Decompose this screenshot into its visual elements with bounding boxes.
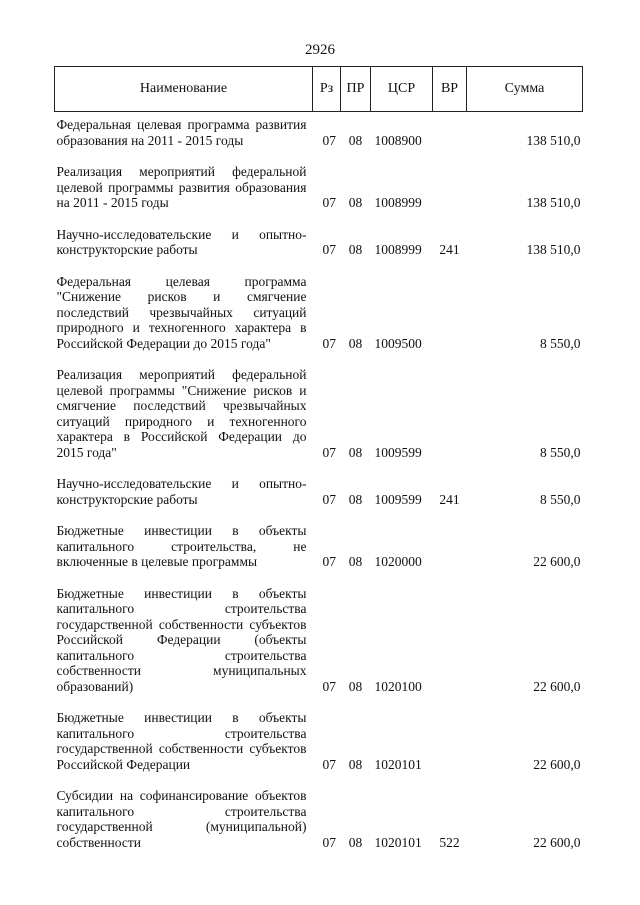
- cell-sum: 22 600,0: [533, 678, 581, 694]
- cell-name: Федеральная целевая программа развития образования на 2011 - 2015 годы: [56, 117, 307, 148]
- header-csr: ЦСР: [371, 67, 433, 112]
- cell-csr: 1008999: [374, 195, 422, 210]
- cell-csr: 1020101: [374, 834, 422, 850]
- cell-sum: 22 600,0: [533, 834, 581, 850]
- cell-pr: 08: [348, 491, 363, 507]
- cell-csr: 1009500: [374, 335, 422, 351]
- table-row: [55, 112, 583, 149]
- header-pr: ПР: [341, 67, 371, 112]
- cell-name: Реализация мероприятий федеральной целевой программы развития образования на 2011 - 2015 годы: [56, 164, 307, 210]
- cell-sum: 138 510,0: [526, 242, 581, 257]
- cell-rz: 07: [322, 444, 336, 460]
- cell-rz: 07: [322, 756, 336, 772]
- cell-sum: 138 510,0: [526, 132, 581, 148]
- cell-pr: 08: [348, 554, 363, 569]
- cell-csr: 1009599: [374, 491, 422, 507]
- cell-csr: 1020000: [374, 554, 422, 569]
- table-body: [55, 112, 583, 851]
- cell-sum: 22 600,0: [533, 554, 581, 569]
- cell-sum: 8 550,0: [540, 335, 581, 351]
- cell-name: Бюджетные инвестиции в объекты капитального строительства, не включенные в целевые программы: [56, 523, 307, 569]
- cell-vr: [433, 351, 467, 460]
- cell-sum: 8 550,0: [540, 444, 581, 460]
- cell-pr: 08: [348, 242, 363, 257]
- cell-rz: 07: [322, 195, 336, 210]
- budget-table: [54, 66, 583, 850]
- cell-csr: 1008999: [374, 242, 422, 257]
- cell-vr: [433, 148, 467, 211]
- header-vr: ВР: [433, 67, 467, 112]
- cell-vr: 241: [439, 491, 460, 507]
- header-sum: Сумма: [467, 67, 583, 112]
- cell-rz: 07: [322, 834, 336, 850]
- header-rz: Рз: [313, 67, 341, 112]
- cell-name: Бюджетные инвестиции в объекты капитального строительства государственной собственности субъектов Российской Федерации (объекты капитального строительства собственности муниципальных образований): [56, 585, 307, 694]
- cell-vr: 241: [439, 242, 460, 257]
- cell-sum: 138 510,0: [526, 195, 581, 210]
- cell-rz: 07: [322, 678, 336, 694]
- table-row: [55, 460, 583, 507]
- table-row: [55, 258, 583, 352]
- table-row: [55, 148, 583, 211]
- cell-csr: 1020100: [374, 678, 422, 694]
- cell-name: Бюджетные инвестиции в объекты капитального строительства государственной собственности субъектов Российской Федерации: [56, 710, 307, 772]
- cell-name: Научно-исследовательские и опытно-конструкторские работы: [56, 226, 307, 257]
- cell-vr: [433, 694, 467, 772]
- page-number: 2926: [305, 42, 335, 58]
- cell-pr: 08: [348, 756, 363, 772]
- table-row: [55, 772, 583, 850]
- cell-vr: 522: [439, 834, 460, 850]
- cell-sum: 22 600,0: [533, 756, 581, 772]
- cell-pr: 08: [348, 195, 363, 210]
- cell-name: Субсидии на софинансирование объектов капитального строительства государственной (муниципальной) собственности: [56, 788, 307, 850]
- table-row: [55, 507, 583, 570]
- cell-name: Федеральная целевая программа "Снижение рисков и смягчение последствий чрезвычайных ситуаций природного и техногенного характера в Российской Федерации до 2015 года": [56, 273, 307, 351]
- cell-name: Научно-исследовательские и опытно-конструкторские работы: [56, 476, 307, 507]
- cell-rz: 07: [322, 554, 336, 569]
- cell-pr: 08: [348, 834, 363, 850]
- header-name: Наименование: [55, 67, 313, 112]
- cell-vr: [433, 507, 467, 570]
- cell-vr: [433, 258, 467, 352]
- cell-csr: 1020101: [374, 756, 422, 772]
- table-header: [55, 67, 583, 112]
- cell-csr: 1008900: [374, 132, 422, 148]
- cell-pr: 08: [348, 678, 363, 694]
- cell-rz: 07: [322, 242, 336, 257]
- cell-pr: 08: [348, 335, 363, 351]
- table-row: [55, 570, 583, 695]
- cell-pr: 08: [348, 444, 363, 460]
- cell-vr: [433, 570, 467, 695]
- cell-rz: 07: [322, 491, 336, 507]
- cell-sum: 8 550,0: [540, 491, 581, 507]
- cell-vr: [433, 112, 467, 149]
- table-row: [55, 694, 583, 772]
- table-row: [55, 211, 583, 258]
- table-row: [55, 351, 583, 460]
- cell-rz: 07: [322, 335, 336, 351]
- cell-name: Реализация мероприятий федеральной целевой программы "Снижение рисков и смягчение последствий чрезвычайных ситуаций природного и техногенного характера в Российской Федерации до 2015 года": [56, 367, 307, 460]
- cell-rz: 07: [322, 132, 336, 148]
- cell-csr: 1009599: [374, 444, 422, 460]
- cell-pr: 08: [348, 132, 363, 148]
